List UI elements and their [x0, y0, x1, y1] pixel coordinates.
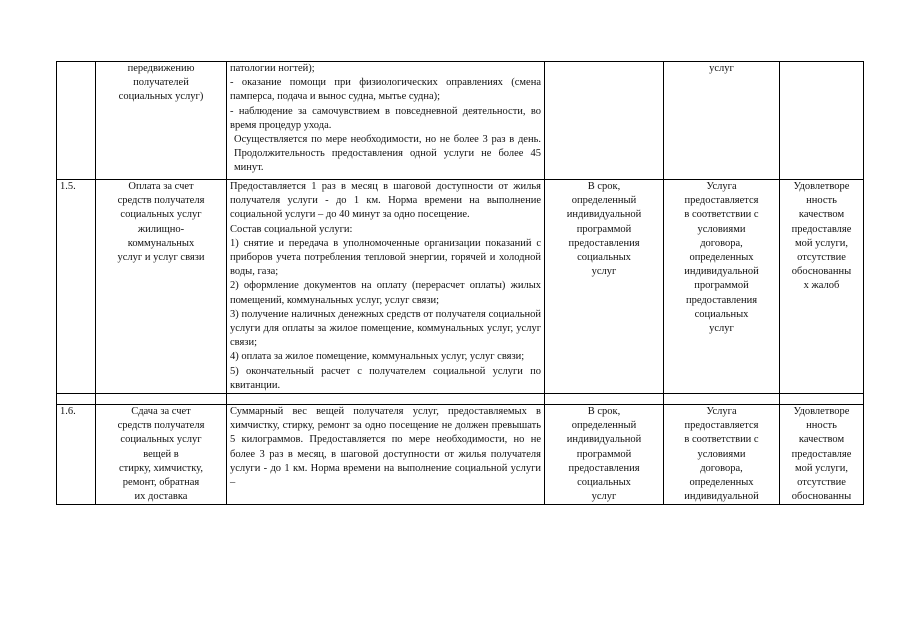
description-cell [227, 62, 545, 180]
service-name-cell [96, 405, 227, 505]
row-number [57, 62, 96, 180]
row-number: 1.6. [57, 405, 96, 505]
conditions-cell [664, 180, 780, 394]
service-name-line: вещей в [143, 448, 179, 460]
assessment-line: нность [806, 195, 837, 207]
service-name-line: услуг и услуг связи [117, 252, 205, 264]
term-line: индивидуальной [566, 209, 642, 221]
conditions-line: договора, [700, 462, 743, 474]
term-line: определенный [571, 195, 637, 207]
assessment-line: мой услуги, [794, 462, 849, 474]
term-line: В срок, [587, 181, 621, 192]
description-paragraph: патологии ногтей); [230, 63, 315, 74]
assessment-line: отсутствие [797, 477, 846, 489]
term-line: программой [576, 448, 632, 460]
conditions-line: определенных [689, 252, 754, 264]
table-row [57, 180, 864, 394]
term-cell [545, 62, 664, 180]
service-name-line: жилищно- [137, 223, 185, 235]
description-paragraph: - оказание помощи при физиологических оправлениях (смена памперса, подача и вынос судна, мытье судна); [230, 77, 541, 103]
term-cell [545, 180, 664, 394]
conditions-line: программой [694, 280, 749, 292]
service-name-cell [96, 62, 227, 180]
term-line: индивидуальной [566, 434, 642, 446]
conditions-line: договора, [700, 237, 743, 249]
service-name-line: стирку, химчистку, [119, 462, 203, 474]
assessment-line: обоснованны [791, 266, 852, 278]
conditions-cell [664, 405, 780, 505]
service-name-line: социальных услуг) [118, 91, 204, 103]
conditions-line: условиями [697, 223, 746, 235]
term-line: услуг [591, 491, 617, 503]
assessment-line: предоставляе [791, 448, 852, 460]
service-name-line: Сдача за счет [131, 406, 191, 418]
term-line: предоставления [568, 237, 640, 249]
term-line: определенный [571, 420, 637, 432]
term-line: социальных [577, 477, 631, 489]
description-paragraph: 5) окончательный расчет с получателем социальной услуги по квитанции. [230, 365, 541, 391]
conditions-cell [664, 62, 780, 180]
description-cell [227, 180, 545, 394]
assessment-cell [780, 62, 864, 180]
description-paragraph: Состав социальной услуги: [230, 223, 353, 235]
assessment-line: нность [806, 420, 837, 432]
services-table [56, 61, 864, 505]
service-name-line: получателей [133, 77, 189, 89]
description-paragraph: 2) оформление документов на оплату (перерасчет оплаты) жилых помещений, коммунальных услуг, услуг связи; [230, 280, 541, 306]
service-name-line: передвижению [127, 63, 195, 74]
assessment-line: мой услуги, [794, 237, 849, 249]
term-line: программой [576, 223, 632, 235]
service-name-line: Оплата за счет [128, 181, 194, 192]
description-paragraph: - наблюдение за самочувствием в повседневной деятельности, во время процедур ухода. [230, 105, 541, 131]
conditions-line: определенных [689, 477, 754, 489]
table-row [57, 62, 864, 180]
assessment-line: качеством [798, 434, 845, 446]
service-name-line: коммунальных [127, 237, 195, 249]
description-paragraph: Осуществляется по мере необходимости, но не более 3 раз в день. Продолжительность предоставления одной услуги не более 45 минут. [234, 134, 541, 174]
spacer-row [57, 394, 864, 405]
service-name-line: их доставка [134, 491, 188, 503]
assessment-cell [780, 405, 864, 505]
conditions-line: социальных [694, 308, 749, 320]
assessment-cell [780, 180, 864, 394]
description-cell [227, 405, 545, 505]
conditions-line: в соответствии с [684, 209, 759, 221]
conditions-line: предоставления [685, 294, 758, 306]
conditions-line: предоставляется [684, 195, 759, 207]
assessment-line: обоснованны [791, 491, 852, 503]
assessment-line: Удовлетворе [793, 406, 850, 418]
service-name-line: ремонт, обратная [122, 477, 200, 489]
conditions-line: условиями [697, 448, 746, 460]
assessment-line: Удовлетворе [793, 181, 850, 192]
conditions-line: услуг [709, 63, 734, 74]
description-paragraph: 1) снятие и передача в уполномоченные организации показаний с приборов учета потребления тепловой энергии, горячей и холодной воды, газа; [230, 237, 541, 278]
table-row [57, 405, 864, 505]
row-number: 1.5. [57, 180, 96, 394]
assessment-line: качеством [798, 209, 845, 221]
term-line: В срок, [587, 406, 621, 418]
term-cell [545, 405, 664, 505]
assessment-line: отсутствие [797, 252, 846, 264]
service-name-cell [96, 180, 227, 394]
conditions-line: в соответствии с [684, 434, 759, 446]
conditions-line: индивидуальной [684, 266, 759, 278]
service-name-line: средств получателя [117, 195, 205, 207]
service-name-line: социальных услуг [120, 209, 202, 221]
term-line: предоставления [568, 462, 640, 474]
assessment-line: х жалоб [803, 280, 840, 292]
conditions-line: Услуга [706, 406, 737, 418]
conditions-line: услуг [709, 323, 734, 335]
conditions-line: индивидуальной [684, 491, 759, 503]
service-name-line: социальных услуг [120, 434, 202, 446]
service-name-line: средств получателя [117, 420, 205, 432]
conditions-line: предоставляется [684, 420, 759, 432]
assessment-line: предоставляе [791, 223, 852, 235]
description-paragraph: 3) получение наличных денежных средств от получателя социальной услуги для оплаты за жилое помещение, коммунальных услуг, услуг связи; [230, 308, 541, 349]
term-line: услуг [591, 266, 617, 278]
description-paragraph: 4) оплата за жилое помещение, коммунальных услуг, услуг связи; [230, 351, 525, 363]
conditions-line: Услуга [706, 181, 737, 192]
description-paragraph: Суммарный вес вещей получателя услуг, предоставляемых в химчистку, стирку, ремонт за одно посещение не должен превышать 5 килограммов. Предоставляется по мере необходимости, но не более 3 раз в месяц, в шаговой доступности от жилья получателя услуги - до 1 км. Норма времени на выполнение социальной услуги – [230, 406, 541, 489]
description-paragraph: Предоставляется 1 раз в месяц в шаговой доступности от жилья получателя услуги - до 1 км. Норма времени на выполнение социальной услуги – до 40 минут за одно посещение. [230, 181, 541, 221]
term-line: социальных [577, 252, 631, 264]
